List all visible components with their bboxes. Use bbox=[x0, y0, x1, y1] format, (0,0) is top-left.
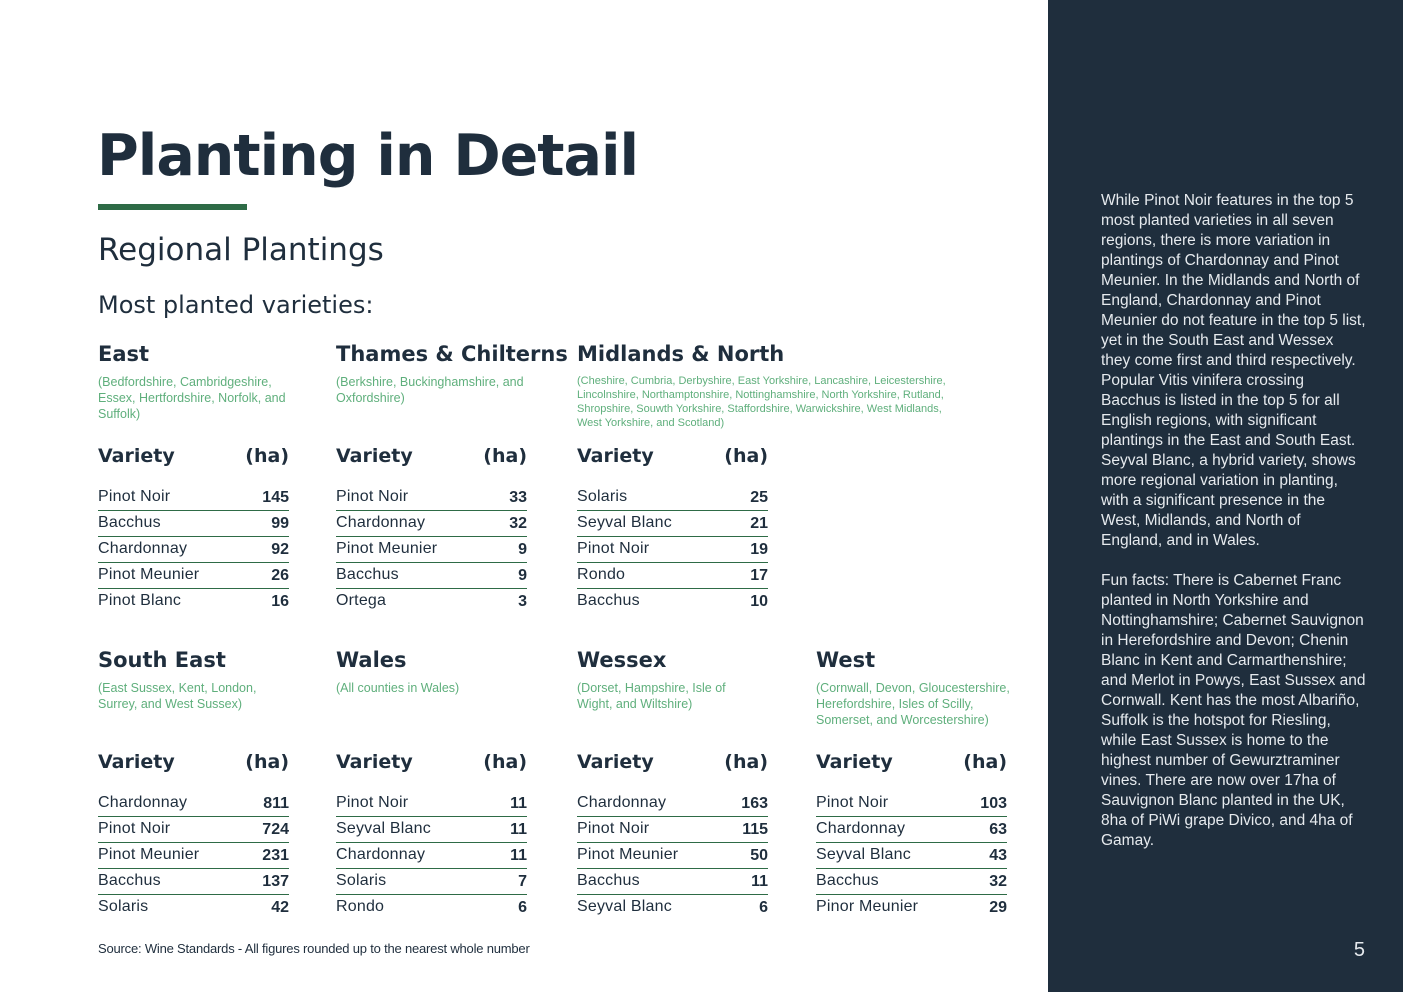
variety-table bbox=[336, 486, 527, 615]
table-row bbox=[98, 486, 289, 511]
variety-hectares: 50 bbox=[750, 847, 768, 864]
variety-table bbox=[816, 792, 1007, 921]
variety-hectares: 92 bbox=[271, 541, 289, 558]
table-row bbox=[98, 564, 289, 589]
variety-hectares: 7 bbox=[518, 873, 527, 890]
variety-name: Pinot Noir bbox=[577, 820, 650, 837]
variety-hectares: 33 bbox=[509, 489, 527, 506]
region-counties: (All counties in Wales) bbox=[336, 681, 460, 695]
variety-name: Pinot Noir bbox=[336, 794, 409, 811]
variety-name: Bacchus bbox=[577, 592, 640, 609]
sidebar-paragraph: Fun facts: There is Cabernet Franc planted in North Yorkshire and Nottinghamshire; Cabernet Sauvignon in Herefordshire and Devon; Chenin Blanc in Kent and Carmarthenshire; and Merlot in Powys, East Sussex and Cornwall. Kent has the most Albariño, Suffolk is the hotspot for Riesling, while East Sussex is home to the highest number of Gewurztraminer vines. There are now over 17ha of Sauvignon Blanc planted in the UK, 8ha of PiWi grape Divico, and 4ha of Gamay. bbox=[1101, 572, 1366, 849]
source-note: Source: Wine Standards - All figures rounded up to the nearest whole number bbox=[98, 941, 530, 956]
variety-name: Chardonnay bbox=[336, 846, 426, 863]
region-counties: (Bedfordshire, Cambridgeshire, Essex, Hertfordshire, Norfolk, and Suffolk) bbox=[98, 375, 286, 421]
variety-hectares: 11 bbox=[510, 795, 527, 812]
table-row bbox=[98, 896, 289, 920]
variety-name: Pinot Meunier bbox=[98, 566, 200, 583]
table-row bbox=[98, 512, 289, 537]
table-row bbox=[336, 818, 527, 843]
variety-name: Solaris bbox=[98, 898, 149, 915]
hectares-column-header: (ha) bbox=[963, 751, 1007, 773]
table-row bbox=[336, 870, 527, 895]
variety-hectares: 32 bbox=[989, 873, 1007, 890]
region-counties: (Cheshire, Cumbria, Derbyshire, East Yorkshire, Lancashire, Leicestershire, Lincolnshire, Northamptonshire, Nottinghamshire, North Yorkshire, Rutland, Shropshire, Souwth Yorkshire, Staffordshire, Warwickshire, West Midlands, West Yorkshire, and Scotland) bbox=[577, 375, 946, 429]
hectares-column-header: (ha) bbox=[724, 751, 768, 773]
variety-name: Ortega bbox=[336, 592, 387, 609]
table-row bbox=[98, 538, 289, 563]
region-name: West bbox=[816, 648, 876, 672]
variety-hectares: 16 bbox=[271, 593, 289, 610]
variety-name: Seyval Blanc bbox=[577, 514, 672, 531]
variety-hectares: 6 bbox=[518, 899, 527, 916]
region-name: Wessex bbox=[577, 648, 667, 672]
variety-hectares: 42 bbox=[271, 899, 289, 916]
page-number: 5 bbox=[1353, 939, 1365, 961]
variety-name: Chardonnay bbox=[98, 540, 188, 557]
variety-name: Bacchus bbox=[336, 566, 399, 583]
page-title: Planting in Detail bbox=[97, 123, 639, 189]
variety-name: Pinot Meunier bbox=[336, 540, 438, 557]
sidebar-text bbox=[1101, 191, 1366, 871]
variety-name: Chardonnay bbox=[577, 794, 667, 811]
variety-hectares: 11 bbox=[751, 873, 768, 890]
variety-table bbox=[98, 486, 289, 615]
variety-hectares: 145 bbox=[262, 489, 289, 506]
table-row bbox=[577, 512, 768, 537]
variety-name: Pinot Noir bbox=[816, 794, 889, 811]
variety-hectares: 19 bbox=[750, 541, 768, 558]
variety-column-header: Variety bbox=[98, 751, 175, 773]
variety-hectares: 115 bbox=[742, 821, 768, 838]
region-counties: (Berkshire, Buckinghamshire, and Oxfordshire) bbox=[336, 375, 524, 405]
sidebar-panel bbox=[1048, 0, 1403, 992]
table-header bbox=[336, 442, 527, 470]
variety-hectares: 231 bbox=[262, 847, 289, 864]
region-name: East bbox=[98, 342, 150, 366]
variety-hectares: 724 bbox=[262, 821, 289, 838]
variety-name: Pinor Meunier bbox=[816, 898, 919, 915]
variety-name: Chardonnay bbox=[816, 820, 906, 837]
variety-hectares: 99 bbox=[271, 515, 289, 532]
variety-hectares: 6 bbox=[759, 899, 768, 916]
variety-name: Solaris bbox=[336, 872, 387, 889]
variety-column-header: Variety bbox=[336, 445, 413, 467]
table-row bbox=[577, 590, 768, 614]
variety-name: Bacchus bbox=[98, 514, 161, 531]
hectares-column-header: (ha) bbox=[724, 445, 768, 467]
table-row bbox=[98, 870, 289, 895]
table-row bbox=[577, 896, 768, 920]
title-underline bbox=[98, 204, 247, 210]
variety-hectares: 163 bbox=[741, 795, 768, 812]
table-row bbox=[816, 818, 1007, 843]
table-row bbox=[577, 486, 768, 511]
variety-name: Pinot Noir bbox=[98, 820, 171, 837]
region-counties: (East Sussex, Kent, London, Surrey, and West Sussex) bbox=[98, 681, 257, 711]
region-name: Wales bbox=[336, 648, 407, 672]
table-row bbox=[577, 564, 768, 589]
variety-column-header: Variety bbox=[577, 751, 654, 773]
table-row bbox=[336, 538, 527, 563]
variety-hectares: 25 bbox=[750, 489, 768, 506]
variety-hectares: 21 bbox=[750, 515, 768, 532]
table-row bbox=[816, 870, 1007, 895]
table-row bbox=[577, 844, 768, 869]
table-row bbox=[336, 896, 527, 920]
table-row bbox=[577, 538, 768, 563]
variety-table bbox=[577, 792, 768, 921]
table-row bbox=[577, 870, 768, 895]
variety-name: Seyval Blanc bbox=[577, 898, 672, 915]
variety-hectares: 11 bbox=[510, 847, 527, 864]
table-row bbox=[816, 792, 1007, 817]
variety-column-header: Variety bbox=[816, 751, 893, 773]
variety-name: Pinot Meunier bbox=[98, 846, 200, 863]
variety-name: Solaris bbox=[577, 488, 628, 505]
table-row bbox=[336, 564, 527, 589]
sidebar-paragraph: While Pinot Noir features in the top 5 most planted varieties in all seven regions, there is more variation in plantings of Chardonnay and Pinot Meunier. In the Midlands and North of England, Chardonnay and Pinot Meunier do not feature in the top 5 list, yet in the South East and Wessex they come first and third respectively. Popular Vitis vinifera crossing Bacchus is listed in the top 5 for all English regions, with significant plantings in the East and South East. Seyval Blanc, a hybrid variety, shows more regional variation in planting, with a significant presence in the West, Midlands, and North of England, and in Wales. bbox=[1101, 192, 1366, 549]
table-row bbox=[98, 818, 289, 843]
table-header bbox=[816, 748, 1007, 776]
variety-name: Pinot Noir bbox=[577, 540, 650, 557]
hectares-column-header: (ha) bbox=[245, 751, 289, 773]
variety-hectares: 29 bbox=[989, 899, 1007, 916]
table-header bbox=[577, 442, 768, 470]
variety-name: Chardonnay bbox=[98, 794, 188, 811]
variety-table bbox=[98, 792, 289, 921]
table-row bbox=[336, 512, 527, 537]
variety-name: Bacchus bbox=[98, 872, 161, 889]
variety-hectares: 11 bbox=[510, 821, 527, 838]
variety-name: Chardonnay bbox=[336, 514, 426, 531]
hectares-column-header: (ha) bbox=[483, 751, 527, 773]
variety-hectares: 43 bbox=[989, 847, 1007, 864]
variety-table bbox=[336, 792, 527, 921]
hectares-column-header: (ha) bbox=[483, 445, 527, 467]
region-counties: (Cornwall, Devon, Gloucestershire, Herefordshire, Isles of Scilly, Somerset, and Worcestershire) bbox=[816, 681, 1010, 727]
variety-name: Pinot Noir bbox=[336, 488, 409, 505]
region-name: Midlands & North bbox=[577, 342, 785, 366]
variety-hectares: 26 bbox=[271, 567, 289, 584]
variety-column-header: Variety bbox=[98, 445, 175, 467]
table-row bbox=[98, 590, 289, 614]
variety-hectares: 103 bbox=[980, 795, 1007, 812]
table-row bbox=[336, 486, 527, 511]
variety-column-header: Variety bbox=[577, 445, 654, 467]
hectares-column-header: (ha) bbox=[245, 445, 289, 467]
variety-name: Seyval Blanc bbox=[816, 846, 911, 863]
variety-hectares: 63 bbox=[989, 821, 1007, 838]
table-row bbox=[98, 792, 289, 817]
variety-name: Pinot Meunier bbox=[577, 846, 679, 863]
table-row bbox=[98, 844, 289, 869]
variety-name: Rondo bbox=[336, 898, 385, 915]
variety-hectares: 9 bbox=[518, 567, 527, 584]
variety-name: Pinot Noir bbox=[98, 488, 171, 505]
variety-hectares: 811 bbox=[263, 795, 289, 812]
table-row bbox=[336, 844, 527, 869]
table-row bbox=[336, 792, 527, 817]
variety-name: Seyval Blanc bbox=[336, 820, 431, 837]
variety-hectares: 17 bbox=[750, 567, 768, 584]
variety-hectares: 3 bbox=[518, 593, 527, 610]
variety-name: Bacchus bbox=[577, 872, 640, 889]
table-header bbox=[98, 442, 289, 470]
table-row bbox=[577, 818, 768, 843]
variety-hectares: 137 bbox=[262, 873, 289, 890]
region-name: Thames & Chilterns bbox=[336, 342, 568, 366]
region-name: South East bbox=[98, 648, 226, 672]
table-row bbox=[577, 792, 768, 817]
table-header bbox=[577, 748, 768, 776]
table-row bbox=[336, 590, 527, 614]
variety-name: Bacchus bbox=[816, 872, 879, 889]
region-counties: (Dorset, Hampshire, Isle of Wight, and Wiltshire) bbox=[577, 681, 726, 711]
variety-table bbox=[577, 486, 768, 615]
table-row bbox=[816, 896, 1007, 920]
variety-hectares: 9 bbox=[518, 541, 527, 558]
table-header bbox=[98, 748, 289, 776]
variety-hectares: 10 bbox=[750, 593, 768, 610]
table-row bbox=[816, 844, 1007, 869]
variety-hectares: 32 bbox=[509, 515, 527, 532]
table-header bbox=[336, 748, 527, 776]
section-heading: Most planted varieties: bbox=[98, 291, 374, 319]
variety-column-header: Variety bbox=[336, 751, 413, 773]
variety-name: Pinot Blanc bbox=[98, 592, 182, 609]
page-subtitle: Regional Plantings bbox=[98, 232, 384, 268]
variety-name: Rondo bbox=[577, 566, 626, 583]
